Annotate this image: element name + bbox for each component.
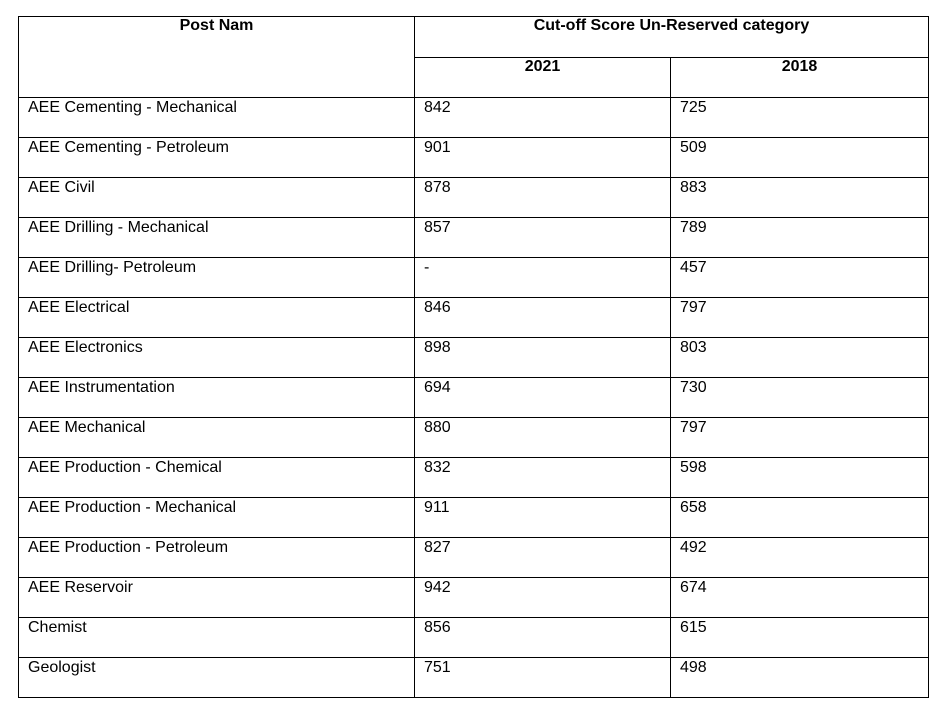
post-name-cell: AEE Instrumentation bbox=[19, 378, 415, 418]
score-2018-cell: 457 bbox=[671, 258, 929, 298]
table-row bbox=[19, 98, 929, 138]
score-2021-cell: 878 bbox=[415, 178, 671, 218]
score-2021-cell: 846 bbox=[415, 298, 671, 338]
score-2018-cell: 598 bbox=[671, 458, 929, 498]
post-name-cell: AEE Drilling - Mechanical bbox=[19, 218, 415, 258]
post-name-cell: Geologist bbox=[19, 658, 415, 698]
header-year-2018: 2018 bbox=[671, 57, 929, 98]
table-row bbox=[19, 298, 929, 338]
post-name-cell: AEE Electrical bbox=[19, 298, 415, 338]
table-row bbox=[19, 658, 929, 698]
score-2021-cell: 751 bbox=[415, 658, 671, 698]
score-2021-cell: 898 bbox=[415, 338, 671, 378]
score-2018-cell: 509 bbox=[671, 138, 929, 178]
table-row bbox=[19, 418, 929, 458]
table-row bbox=[19, 458, 929, 498]
post-name-cell: AEE Cementing - Petroleum bbox=[19, 138, 415, 178]
table-row bbox=[19, 538, 929, 578]
post-name-cell: AEE Production - Mechanical bbox=[19, 498, 415, 538]
post-name-cell: AEE Mechanical bbox=[19, 418, 415, 458]
score-2021-cell: 832 bbox=[415, 458, 671, 498]
post-name-cell: AEE Drilling- Petroleum bbox=[19, 258, 415, 298]
table-row bbox=[19, 578, 929, 618]
post-name-cell: AEE Electronics bbox=[19, 338, 415, 378]
score-2021-cell: - bbox=[415, 258, 671, 298]
score-2018-cell: 797 bbox=[671, 418, 929, 458]
score-2018-cell: 498 bbox=[671, 658, 929, 698]
header-year-2021: 2021 bbox=[415, 57, 671, 98]
post-name-cell: Chemist bbox=[19, 618, 415, 658]
table-body bbox=[19, 98, 929, 698]
score-2018-cell: 883 bbox=[671, 178, 929, 218]
score-2021-cell: 694 bbox=[415, 378, 671, 418]
table-row bbox=[19, 178, 929, 218]
post-name-cell: AEE Cementing - Mechanical bbox=[19, 98, 415, 138]
table-row bbox=[19, 258, 929, 298]
score-2021-cell: 942 bbox=[415, 578, 671, 618]
table-row bbox=[19, 338, 929, 378]
table-row bbox=[19, 138, 929, 178]
score-2021-cell: 857 bbox=[415, 218, 671, 258]
score-2018-cell: 725 bbox=[671, 98, 929, 138]
score-2021-cell: 856 bbox=[415, 618, 671, 658]
post-name-cell: AEE Civil bbox=[19, 178, 415, 218]
score-2021-cell: 901 bbox=[415, 138, 671, 178]
header-cutoff-group: Cut-off Score Un-Reserved category bbox=[415, 17, 929, 58]
table-row bbox=[19, 378, 929, 418]
table-row bbox=[19, 218, 929, 258]
post-name-cell: AEE Reservoir bbox=[19, 578, 415, 618]
score-2018-cell: 803 bbox=[671, 338, 929, 378]
score-2018-cell: 615 bbox=[671, 618, 929, 658]
cutoff-score-table bbox=[18, 16, 929, 698]
score-2021-cell: 880 bbox=[415, 418, 671, 458]
post-name-cell: AEE Production - Chemical bbox=[19, 458, 415, 498]
score-2021-cell: 842 bbox=[415, 98, 671, 138]
score-2018-cell: 789 bbox=[671, 218, 929, 258]
score-2018-cell: 674 bbox=[671, 578, 929, 618]
header-post-name: Post Nam bbox=[19, 17, 415, 98]
score-2018-cell: 658 bbox=[671, 498, 929, 538]
post-name-cell: AEE Production - Petroleum bbox=[19, 538, 415, 578]
score-2021-cell: 911 bbox=[415, 498, 671, 538]
score-2018-cell: 492 bbox=[671, 538, 929, 578]
score-2018-cell: 797 bbox=[671, 298, 929, 338]
table-row bbox=[19, 498, 929, 538]
table-row bbox=[19, 618, 929, 658]
score-2018-cell: 730 bbox=[671, 378, 929, 418]
score-2021-cell: 827 bbox=[415, 538, 671, 578]
table-header bbox=[19, 17, 929, 98]
